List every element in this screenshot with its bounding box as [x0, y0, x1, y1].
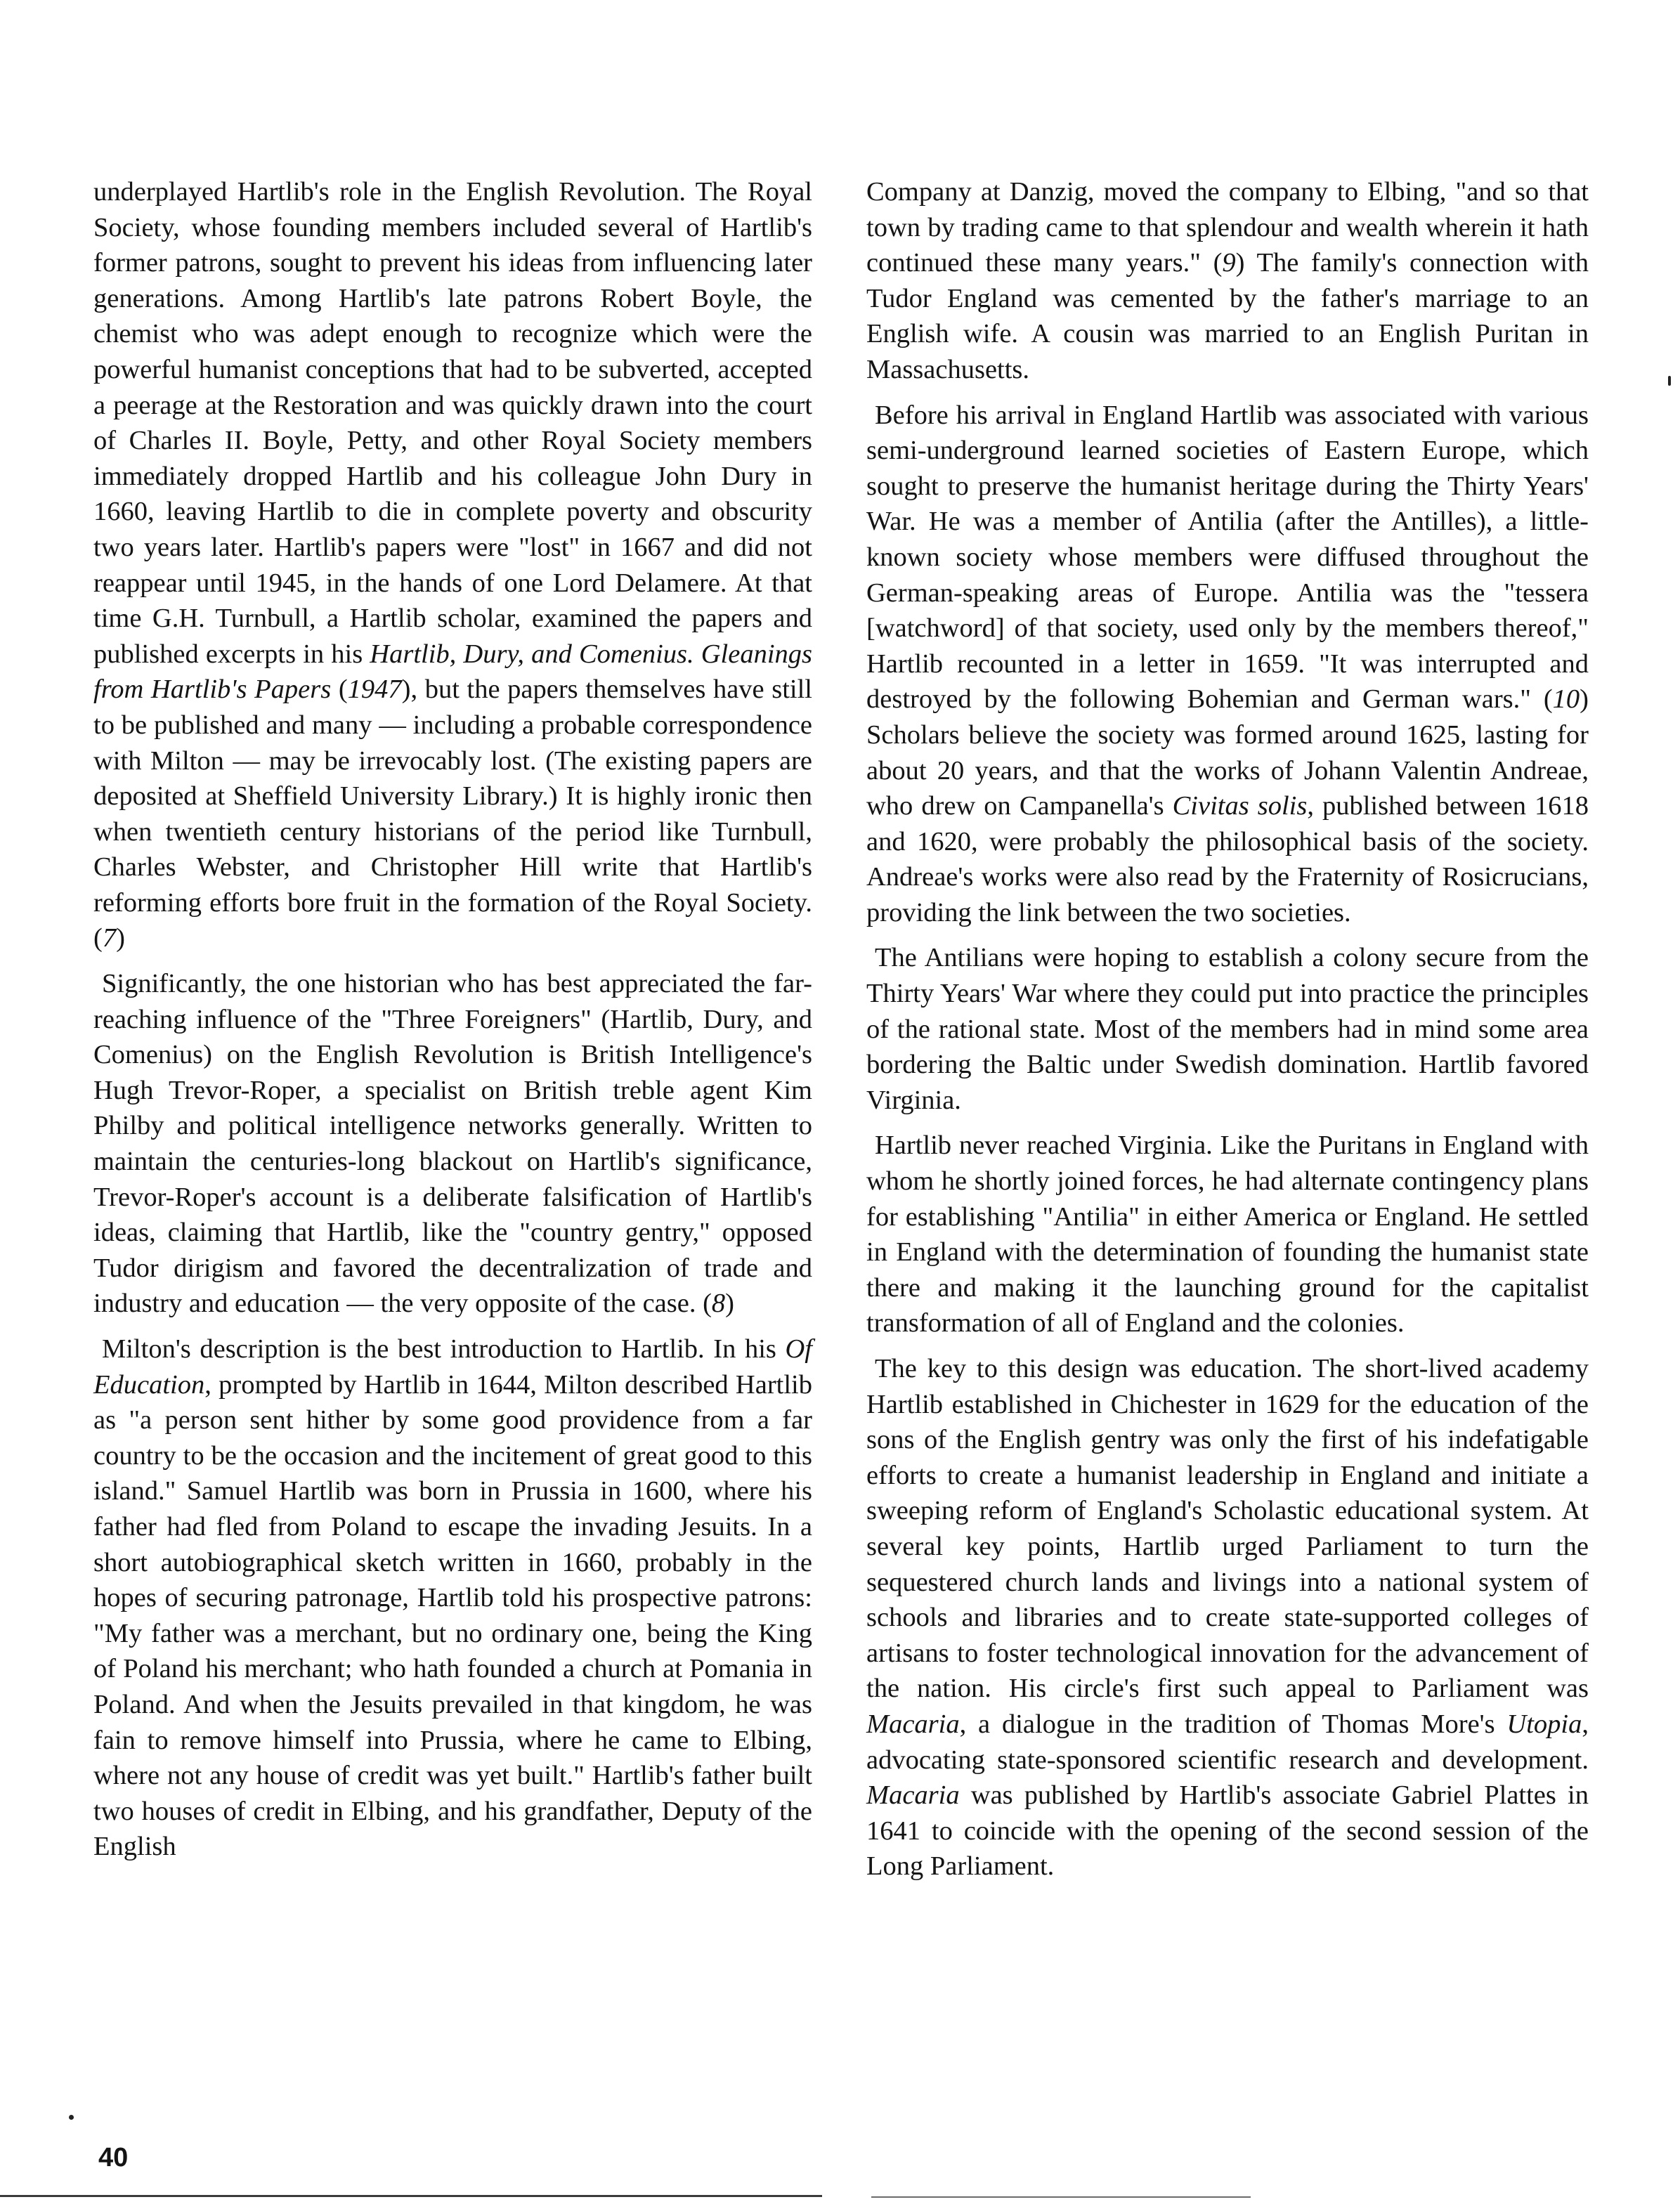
right-text-column	[866, 174, 1589, 1894]
paragraph: The Antilians were hoping to establish a colony secure from the Thirty Years' War where they could put into practice the principles of the rational state. Most of the members had in mind some area bordering the Baltic under Swedish domination. Hartlib favored Virginia.	[866, 943, 1589, 1115]
bottom-rule-right	[871, 2196, 1251, 2198]
paragraph: Milton's description is the best introduction to Hartlib. In his Of Education, prompted by Hartlib in 1644, Milton described Hartlib as "a person sent hither by some good providence from a far country to be the occasion and the incitement of great good to this island." Samuel Hartlib was born in Prussia in 1600, where his father had fled from Poland to escape the invading Jesuits. In a short autobiographical sketch written in 1660, probably in the hopes of securing patronage, Hartlib told his prospective patrons: "My father was a merchant, but no ordinary one, being the King of Poland his merchant; who hath founded a church at Pomania in Poland. And when the Jesuits prevailed in that kingdom, he was fain to remove himself into Prussia, where he came to Elbing, where not any house of credit was yet built." Hartlib's father built two houses of credit in Elbing, and his grandfather, Deputy of the English	[93, 1334, 812, 1862]
paragraph: Before his arrival in England Hartlib was associated with various semi-underground learned societies of Eastern Europe, which sought to preserve the humanist heritage during the Thirty Years' War. He was a member of Antilia (after the Antilles), a little-known society whose members were diffused throughout the German-speaking areas of Europe. Antilia was the "tessera [watchword] of that society, used only by the members thereof," Hartlib recounted in a letter in 1659. "It was interrupted and destroyed by the following Bohemian and German wars." (10) Scholars believe the society was formed around 1625, lasting for about 20 years, and that the works of Johann Valentin Andreae, who drew on Campanella's Civitas solis, published between 1618 and 1620, were probably the philosophical basis of the society. Andreae's works were also read by the Fraternity of Rosicrucians, providing the link between the two societies.	[866, 400, 1589, 927]
paragraph: Significantly, the one historian who has best appreciated the far-reaching influence of the "Three Foreigners" (Hartlib, Dury, and Comenius) on the English Revolution is British Intelligence's Hugh Trevor-Roper, a specialist on British treble agent Kim Philby and political intelligence networks generally. Written to maintain the centuries-long blackout on Hartlib's significance, Trevor-Roper's account is a deliberate falsification of Hartlib's ideas, claiming that Hartlib, like the "country gentry," opposed Tudor dirigism and favored the decentralization of trade and industry and education — the very opposite of the case. (8)	[93, 969, 812, 1319]
paragraph: Hartlib never reached Virginia. Like the Puritans in England with whom he shortly joined forces, he had alternate contingency plans for establishing "Antilia" in either America or England. He settled in England with the determination of founding the humanist state there and making it the launching ground for the capitalist transformation of all of England and the colonies.	[866, 1130, 1589, 1338]
print-speck	[1668, 376, 1671, 386]
paragraph: underplayed Hartlib's role in the English Revolution. The Royal Society, whose founding members included several of Hartlib's former patrons, sought to prevent his ideas from influencing later generations. Among Hartlib's late patrons Robert Boyle, the chemist who was adept enough to recognize which were the powerful humanist conceptions that had to be subverted, accepted a peerage at the Restoration and was quickly drawn into the court of Charles II. Boyle, Petty, and other Royal Society members immediately dropped Hartlib and his colleague John Dury in 1660, leaving Hartlib to die in complete poverty and obscurity two years later. Hartlib's papers were "lost" in 1667 and did not reappear until 1945, in the hands of one Lord Delamere. At that time G.H. Turnbull, a Hartlib scholar, examined the papers and published excerpts in his Hartlib, Dury, and Comenius. Gleanings from Hartlib's Papers (1947), but the papers themselves have still to be published and many — including a probable correspondence with Milton — may be irrevocably lost. (The existing papers are deposited at Sheffield University Library.) It is highly ironic then when twentieth century historians of the period like Turnbull, Charles Webster, and Christopher Hill write that Hartlib's reforming efforts bore fruit in the formation of the Royal Society. (7)	[93, 177, 812, 953]
left-text-column	[93, 174, 812, 1875]
page-number: 40	[98, 2143, 129, 2172]
print-speck	[69, 2115, 74, 2120]
paragraph: The key to this design was education. The short-lived academy Hartlib established in Chichester in 1629 for the education of the sons of the English gentry was only the first of his indefatigable efforts to create a humanist leadership in England and initiate a sweeping reform of England's Scholastic educational system. At several key points, Hartlib urged Parliament to turn the sequestered church lands and livings into a national system of schools and libraries and to create state-supported colleges of artisans to foster technological innovation for the advancement of the nation. His circle's first such appeal to Parliament was Macaria, a dialogue in the tradition of Thomas More's Utopia, advocating state-sponsored scientific research and development. Macaria was published by Hartlib's associate Gabriel Plattes in 1641 to coincide with the opening of the second session of the Long Parliament.	[866, 1354, 1589, 1882]
paragraph: Company at Danzig, moved the company to Elbing, "and so that town by trading came to that splendour and wealth wherein it hath continued these many years." (9) The family's connection with Tudor England was cemented by the father's marriage to an English wife. A cousin was married to an English Puritan in Massachusetts.	[866, 177, 1589, 384]
bottom-rule	[0, 2195, 822, 2197]
